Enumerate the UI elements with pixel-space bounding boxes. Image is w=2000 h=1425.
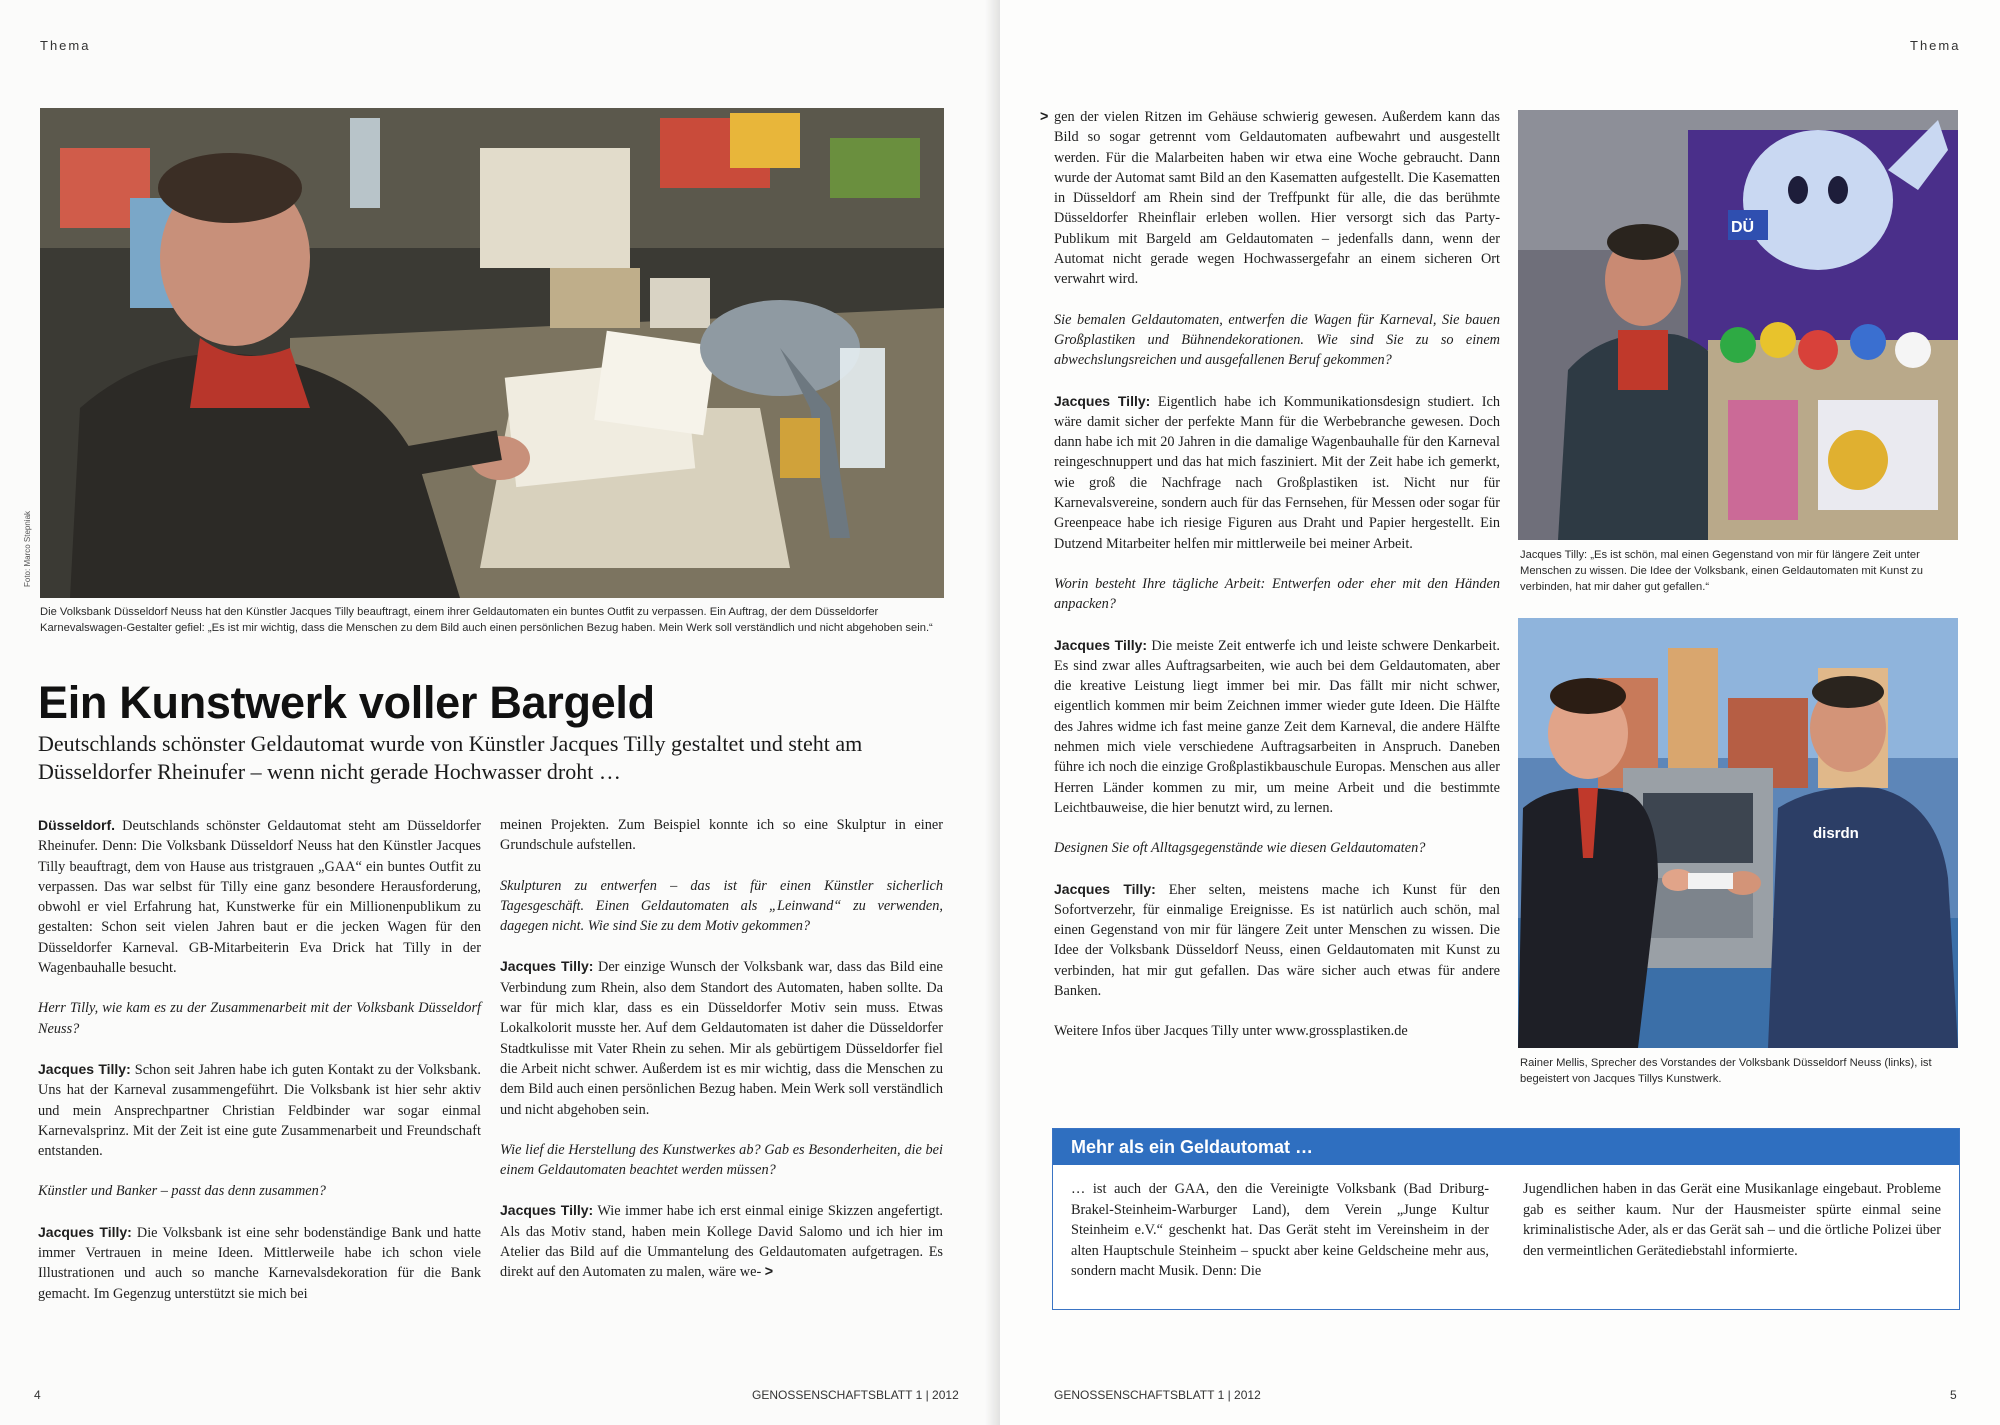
speaker-label: Jacques Tilly: bbox=[1054, 880, 1156, 897]
answer-paragraph bbox=[1054, 391, 1500, 554]
answer-paragraph bbox=[38, 1059, 481, 1161]
question: Künstler und Banker – passt das denn zusammen? bbox=[38, 1183, 326, 1200]
answer-text: Eigentlich habe ich Kommunikationsdesign studiert. Ich wäre damit sicher der perfekte Mann für die Werbebranche gewesen. Doch dann habe ich mit 20 Jahren in die damalige Wagenbauhalle für den Karneval reingeschnuppert und das hat mich fasziniert. Mit der Zeit habe ich gemerkt, wie groß die Nachfrage nach Großplastiken ist. Nicht nur für Karnevalsvereine, sondern auch für das Fernsehen, für Messen oder sogar für Greenpeace habe ich riesige Figuren aus Draht und Papier hergestellt. Ein Dutzend Mitarbeiter helfen mir mittlerweile bei meiner Arbeit. bbox=[1054, 393, 1500, 552]
question: Worin besteht Ihre tägliche Arbeit: Entwerfen oder eher mit den Händen anpacken? bbox=[1054, 575, 1500, 613]
speaker-label: Jacques Tilly: bbox=[1054, 636, 1148, 653]
headline: Ein Kunstwerk voller Bargeld bbox=[38, 677, 655, 728]
page-number: 4 bbox=[34, 1388, 41, 1402]
speaker-label: Jacques Tilly: bbox=[1054, 392, 1151, 409]
magazine-footer: GENOSSENSCHAFTSBLATT 1 | 2012 bbox=[752, 1388, 959, 1402]
continued-paragraph bbox=[1040, 107, 1500, 290]
photo-credit: Foto: Marco Stepniak bbox=[23, 510, 32, 587]
continued-paragraph: meinen Projekten. Zum Beispiel konnte ich so eine Skulptur in einer Grundschule aufstellen. bbox=[500, 817, 943, 854]
article-column-3 bbox=[1040, 107, 1501, 1042]
question: Skulpturen zu entwerfen – das ist für einen Künstler sicherlich Tagesgeschäft. Einen Geldautomaten als „Leinwand“ zu verwenden, dagegen nicht. Wie sind Sie zu dem Motiv gekommen? bbox=[500, 877, 943, 935]
answer-text: Wie immer habe ich erst einmal einige Skizzen angefertigt. Als das Motiv stand, haben mein Kollege David Salomo und ich hier im Atelier das Bild auf die Ummantelung des Geldautomaten aufgetragen. Es direkt auf den Automaten zu malen, wäre we- bbox=[500, 1203, 944, 1281]
photo-caption: Jacques Tilly: „Es ist schön, mal einen Gegenstand von mir für längere Zeit unter Menschen zu wissen. Die Idee der Volksbank, einen Geldautomaten mit Kunst zu verbinden, hat mir daher gut gefallen.“ bbox=[1520, 549, 1923, 593]
speaker-label: Jacques Tilly: bbox=[38, 1223, 132, 1240]
answer-paragraph bbox=[1054, 879, 1500, 1002]
answer-paragraph bbox=[500, 956, 943, 1119]
running-head: Thema bbox=[40, 38, 91, 53]
continue-arrow-icon: > bbox=[1040, 109, 1049, 125]
continue-arrow-icon: > bbox=[764, 1264, 774, 1281]
answer-text: Eher selten, meistens mache ich Kunst für den Sofortverzehr, für einmalige Ereignisse. Es ist natürlich auch schön, mal einen Gegenstand von mir für längere Zeit unter Menschen zu wissen. Die Idee der Volksbank Düsseldorf Neuss, einen Geldautomaten mit Kunst zu verbinden, hat mir gut gefallen. Das wäre sicher auch etwas für andere Banken. bbox=[1054, 881, 1501, 999]
answer-paragraph bbox=[500, 1200, 943, 1282]
article-column-2 bbox=[500, 815, 943, 1283]
intro-text: Deutschlands schönster Geldautomat steht am Düsseldorfer Rheinufer. Denn: Die Volksbank Düsseldorf Neuss hat den Künstler Jacques Tilly beauftragt, dem von Hause aus tristgrauen „GAA“ ein buntes Outfit zu verpassen. Das war selbst für Tilly eine ganz besondere Herausforderung, obwohl er viel Erfahrung hat, Kunstwerke für ein Millionenpublikum zu gestalten: Schon seit vielen Jahren baut er die jecken Wagen für den Düsseldorfer Karneval. GB-Mitarbeiterin Eva Drick hat Tilly in der Wagenbauhalle besucht. bbox=[38, 818, 481, 977]
page-number: 5 bbox=[1950, 1388, 1957, 1402]
answer-text: Der einzige Wunsch der Volksbank war, dass das Bild eine Verbindung zum Rhein, also dem Standort des Automaten, haben sollte. Da war für mich klar, dass es ein Düsseldorfer Motiv sein muss. Etwas Lokalkolorit musste her. Auf dem Geldautomaten ist daher die Düsseldorfer Stadtkulisse mit Vater Rhein zu sehen. Mir als gebürtigem Düsseldorfer fiel die Arbeit nicht schwer. Außerdem ist es mir wichtig, dass die Menschen zu dem Bild auch einen persönlichen Bezug haben. Mein Werk soll verständlich und nicht abgehoben sein. bbox=[500, 959, 943, 1118]
info-box-column-1: … ist auch der GAA, den die Vereinigte Volksbank (Bad Driburg-Brakel-Steinheim-Warburger Land), dem Verein „Junge Kultur Steinheim e.V.“ geschenkt hat. Das Gerät steht im Vereinsheim in der alten Hauptschule Steinheim – spuckt aber keine Geldscheine mehr aus, sondern macht Musik. Denn: Die bbox=[1071, 1181, 1489, 1279]
speaker-label: Jacques Tilly: bbox=[500, 958, 594, 975]
running-head: Thema bbox=[1910, 38, 1961, 53]
intro-paragraph bbox=[38, 815, 481, 978]
answer-text: Schon seit Jahren habe ich guten Kontakt zu der Volksbank. Uns hat der Karneval zusammengeführt. Die Volksbank ist hier sehr aktiv und mein Ansprechpartner Christian Feldbinder war sogar einmal Karnevalsprinz. Mit der Zeit ist eine gute Zusammenarbeit und Freundschaft entstanden. bbox=[38, 1061, 481, 1160]
workshop-sign-text: DÜ bbox=[1731, 219, 1755, 236]
artist-workshop-photo bbox=[1518, 110, 1958, 540]
article-column-1 bbox=[38, 815, 481, 1304]
continued-text: gen der vielen Ritzen im Gehäuse schwierig gewesen. Außerdem kann das Bild so sogar getrennt vom Geldautomaten aufbewahrt und ausgestellt werden. Für die Malarbeiten haben wir etwa eine Woche gebraucht. Dann wurde der Automat samt Bild an den Kasematten aufgestellt. Die Kasematten in Düsseldorf am Rhein sind der Treffpunkt für alle, die das berühmte Düsseldorfer Rheinflair erleben wollen. Hier versorgt sich das Party-Publikum mit Bargeld am Geldautomaten – jedenfalls dann, wenn der Automat nicht gerade wegen Hochwassergefahr an einem sicheren Ort verwahrt wird. bbox=[1054, 109, 1500, 288]
photo-caption: Die Volksbank Düsseldorf Neuss hat den Künstler Jacques Tilly beauftragt, einem ihrer Geldautomaten ein buntes Outfit zu verpassen. Ein Auftrag, der dem Düsseldorfer Karnevalswagen-Gestalter gefiel: „Es ist mir wichtig, dass die Menschen zu dem Bild auch einen persönlichen Bezug haben. Mein Werk soll verständlich und nicht abgehoben sein.“ bbox=[40, 606, 933, 634]
speaker-label: Jacques Tilly: bbox=[38, 1060, 131, 1077]
magazine-footer: GENOSSENSCHAFTSBLATT 1 | 2012 bbox=[1054, 1388, 1261, 1402]
more-info-line: Weitere Infos über Jacques Tilly unter www.grossplastiken.de bbox=[1054, 1023, 1408, 1040]
answer-paragraph bbox=[38, 1222, 481, 1304]
info-box-column-2: Jugendlichen haben in das Gerät eine Musikanlage eingebaut. Probleme gab es seither kaum. Nur der Hausmeister spürte einmal seine kriminalistische Ader, als er das Gerät sah – und die örtliche Polizei über den vermeintlichen Gerätediebstahl informierte. bbox=[1523, 1181, 1941, 1259]
question: Sie bemalen Geldautomaten, entwerfen die Wagen für Karneval, Sie bauen Großplastiken und Bühnendekorationen. Wie sind Sie zu so einem abwechslungsreichen und ausgefallenen Beruf gekommen? bbox=[1054, 311, 1500, 369]
answer-text: Die Volksbank ist eine sehr bodenständige Bank und hatte immer Vertrauen in meine Ideen. Mittlerweile habe ich schon viele Illustrationen und auch so manche Karnevalsdekoration für die Bank gemacht. Im Gegenzug unterstützt sie mich bei bbox=[38, 1224, 481, 1302]
subhead: Deutschlands schönster Geldautomat wurde von Künstler Jacques Tilly gestaltet und steht am Düsseldorfer Rheinufer – wenn nicht gerade Hochwasser droht … bbox=[38, 731, 863, 784]
question: Designen Sie oft Alltagsgegenstände wie diesen Geldautomaten? bbox=[1054, 840, 1426, 857]
question: Herr Tilly, wie kam es zu der Zusammenarbeit mit der Volksbank Düsseldorf Neuss? bbox=[38, 1000, 481, 1037]
photo-caption: Rainer Mellis, Sprecher des Vorstandes der Volksbank Düsseldorf Neuss (links), ist begeistert von Jacques Tillys Kunstwerk. bbox=[1520, 1057, 1932, 1085]
answer-paragraph bbox=[1054, 635, 1500, 819]
info-box-title: Mehr als ein Geldautomat … bbox=[1053, 1129, 1959, 1165]
artist-at-desk-photo bbox=[40, 108, 944, 598]
right-page bbox=[1000, 0, 2000, 1425]
info-box bbox=[1052, 1128, 1960, 1310]
banker-artist-atm-photo bbox=[1518, 618, 1958, 1048]
dateline: Düsseldorf. bbox=[38, 817, 116, 833]
answer-text: Die meiste Zeit entwerfe ich und leiste schwere Denkarbeit. Es sind zwar alles Auftragsarbeiten, wie auch bei dem Geldautomaten, aber die kreative Leistung liegt immer bei mir. Das fällt mir nicht schwer, eigentlich kommen mir beim Zeichnen immer wieder gute Ideen. Die Hälfte des Jahres widme ich fast meine ganze Zeit dem Karneval, die andere Hälfte nehmen mich viele verschiedene Auftragsarbeiten in Anspruch. Daneben führe ich noch die einzige Großplastikbauschule Europas. Menschen aus aller Herren Länder kommen zu mir, um meine Arbeit und die bestimmte Leichtbauweise, die hier benutzt wird, zu lernen. bbox=[1054, 637, 1500, 816]
question: Wie lief die Herstellung des Kunstwerkes ab? Gab es Besonderheiten, die bei einem Geldautomaten beachtet werden müssen? bbox=[500, 1141, 943, 1179]
speaker-label: Jacques Tilly: bbox=[500, 1202, 594, 1219]
shirt-logo-text: disrdn bbox=[1813, 825, 1859, 842]
